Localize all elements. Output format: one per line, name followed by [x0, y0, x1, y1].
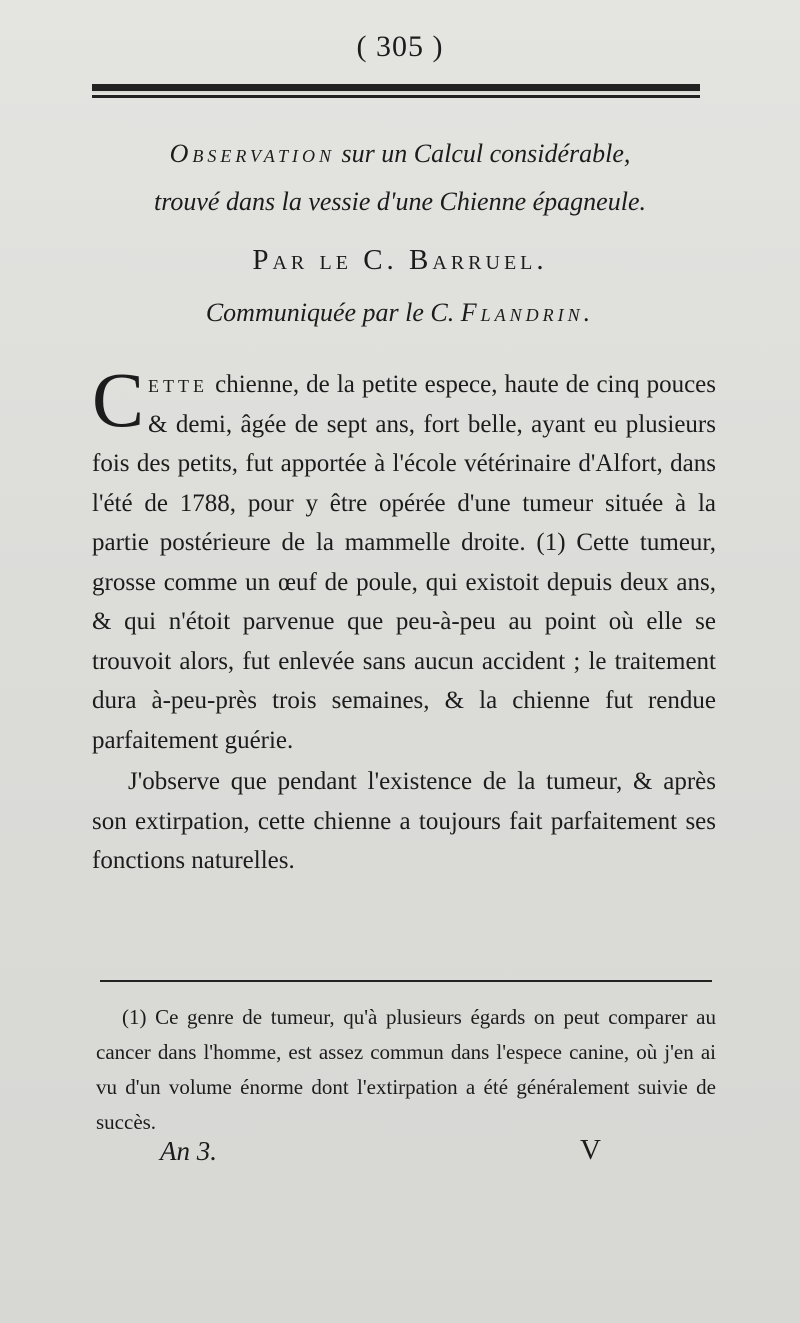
- page-number: ( 305 ): [356, 30, 444, 63]
- article-title: [60, 130, 740, 226]
- paragraph-1: [92, 356, 716, 760]
- communicator-name: Flandrin.: [460, 298, 595, 327]
- footer-year: An 3.: [160, 1136, 217, 1166]
- paragraph-1-text: chienne, de la petite espece, haute de cinq pouces & demi, âgée de sept ans, fort belle, ayant eu plusieurs fois des petits, fut apportée à l'école vétérinaire d'Alfort, dans l'été de 1788, pour y être opérée d'une tumeur située à la partie postérieure de la mammelle droite. (1) Cette tumeur, grosse comme un œuf de poule, qui existoit depuis deux ans, & qui n'étoit parvenue que peu-à-peu au point où elle se trouvoit alors, fut enlevée sans aucun accident ; le traitement dura à-peu-près trois semaines, & la chienne fut rendue parfaitement guérie.: [92, 371, 716, 754]
- communicated-prefix: Communiquée par le C.: [205, 298, 461, 327]
- footnote-rule: [100, 980, 712, 982]
- title-line-2: trouvé dans la vessie d'une Chienne épagneule.: [154, 187, 646, 216]
- title-line-1-rest: sur un Calcul considérable,: [335, 139, 631, 168]
- drop-cap: C: [92, 356, 145, 443]
- title-line-1: [60, 130, 740, 178]
- paragraph-2: J'observe que pendant l'existence de la tumeur, & après son extirpation, cette chienne a toujours fait parfaitement ses fonctions naturelles.: [92, 768, 716, 874]
- footer-signature-mark: V: [580, 1134, 601, 1166]
- drop-cap-rest: ette: [148, 371, 209, 398]
- top-double-rule: [92, 84, 700, 98]
- communicated-line: [0, 298, 800, 328]
- article-body: [92, 356, 716, 881]
- author-line: Par le C. Barruel.: [252, 244, 548, 276]
- footnote: (1) Ce genre de tumeur, qu'à plusieurs égards on peut comparer au cancer dans l'homme, est assez commun dans l'espece canine, où j'en ai vu d'un volume énorme dont l'extirpation a été généralement suivie de succès.: [96, 1005, 716, 1134]
- title-observation: Observation: [169, 139, 336, 168]
